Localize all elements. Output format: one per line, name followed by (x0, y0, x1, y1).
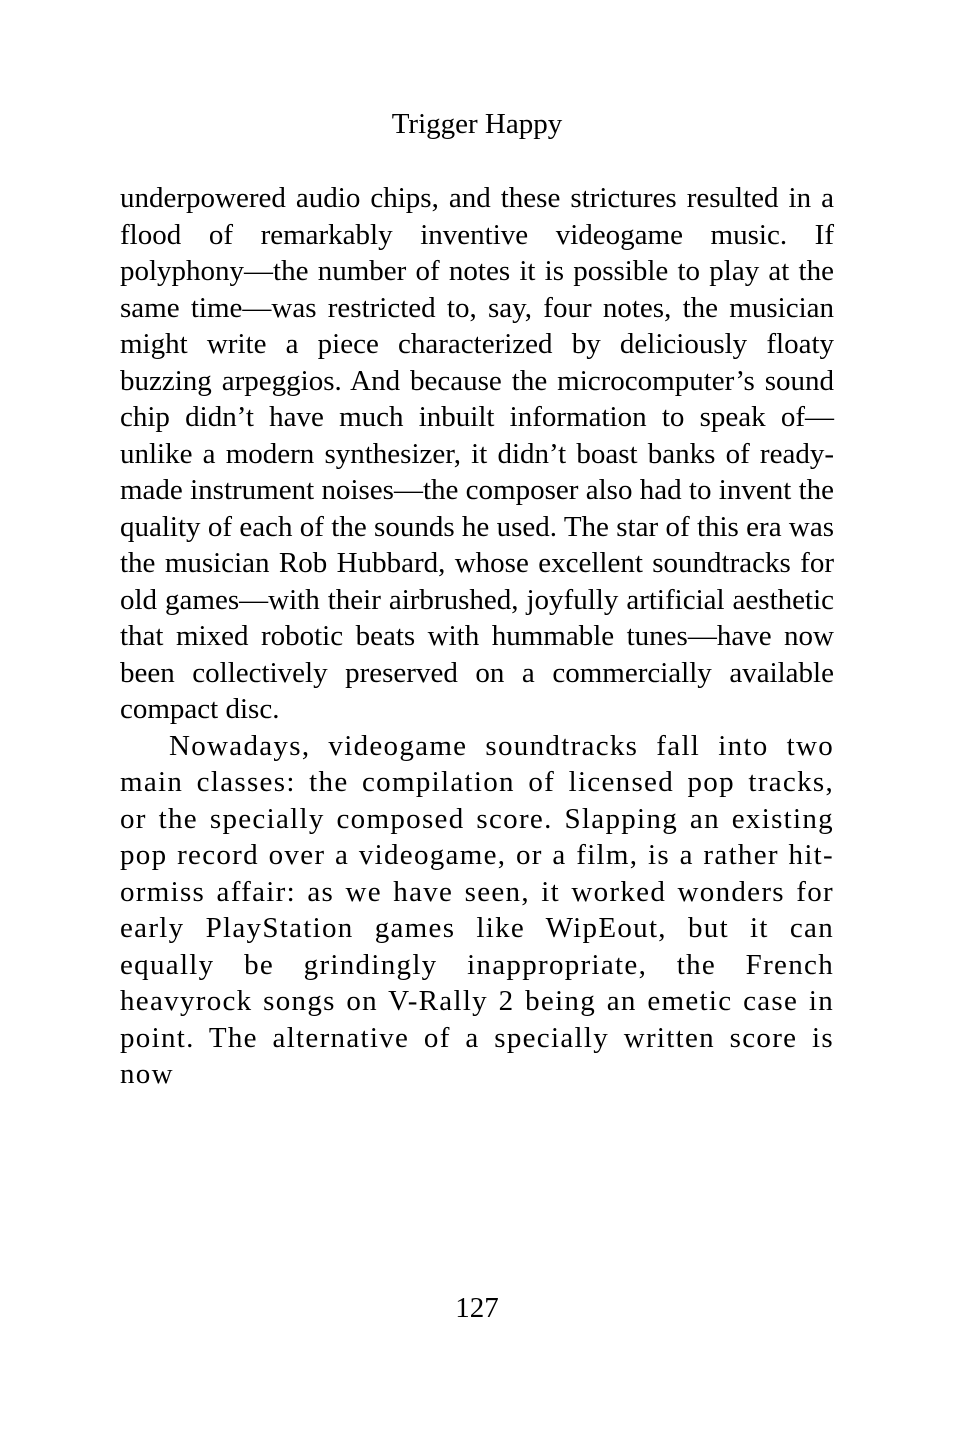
running-title: Trigger Happy (391, 108, 563, 140)
body-text (120, 180, 834, 1093)
page-number: 127 (455, 1292, 499, 1324)
paragraph-2: Nowadays, videogame soundtracks fall into two main classes: the compilation of licensed pop tracks, or the specially composed score. Slapping an existing pop record over a videogame, or a film, is a rather hit-ormiss affair: as we have seen, it worked wonders for early PlayStation games like WipEout, but it can equally be grindingly inappropriate, the French heavyrock songs on V-Rally 2 being an emetic case in point. The alternative of a specially written score is now (120, 729, 834, 1090)
paragraph-1: underpowered audio chips, and these strictures resulted in a flood of remarkably inventive videogame music. If polyphony—the number of notes it is possible to play at the same time—was restricted to, say, four notes, the musician might write a piece characterized by deliciously floaty buzzing arpeggios. And because the microcomputer’s sound chip didn’t have much inbuilt information to speak of—unlike a modern synthesizer, it didn’t boast banks of ready-made instrument noises—the composer also had to invent the quality of each of the sounds he used. The star of this era was the musician Rob Hubbard, whose excellent soundtracks for old games—with their airbrushed, joyfully artificial aesthetic that mixed robotic beats with hummable tunes—have now been collectively preserved on a commercially available compact disc. (120, 182, 834, 725)
